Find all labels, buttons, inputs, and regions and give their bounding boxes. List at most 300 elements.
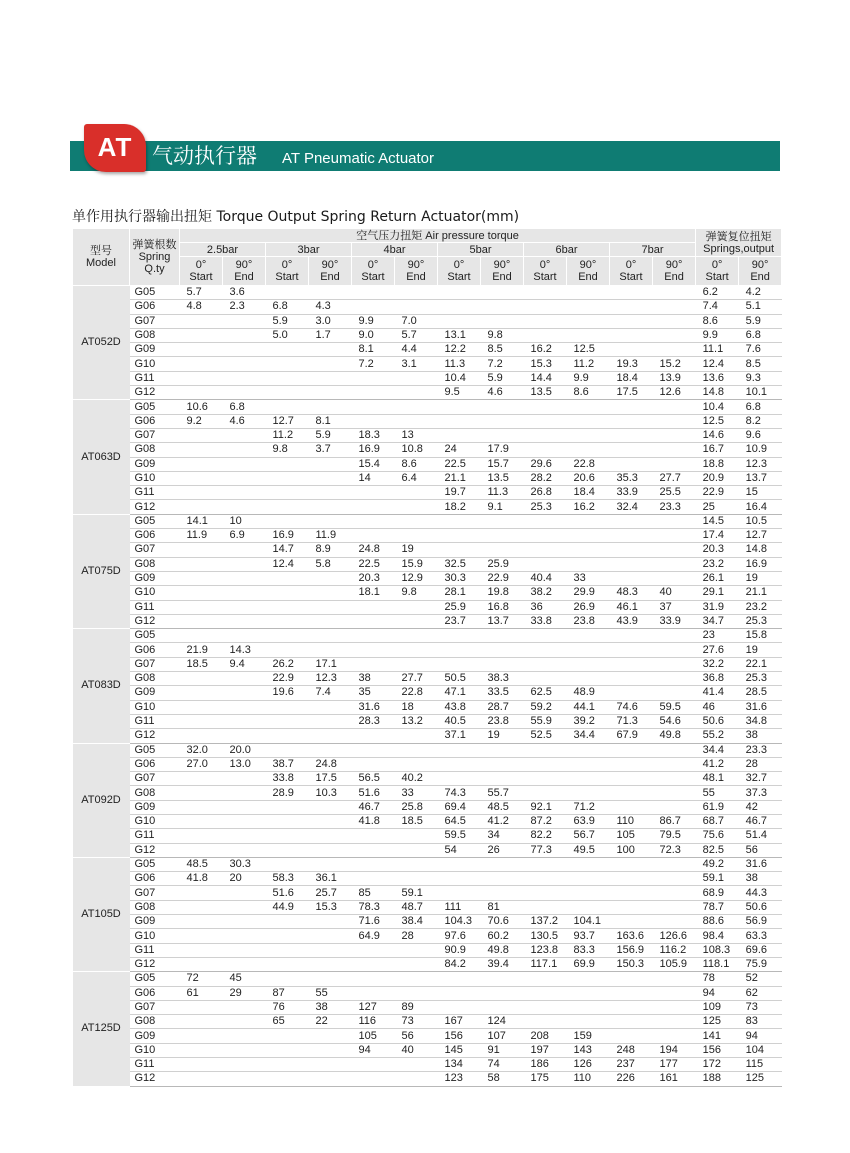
torque-value — [223, 1000, 266, 1014]
torque-value — [653, 543, 696, 557]
torque-value: 49.8 — [653, 729, 696, 743]
torque-value: 17.5 — [610, 386, 653, 400]
torque-value — [266, 643, 309, 657]
table-row — [73, 829, 782, 843]
torque-value — [395, 643, 438, 657]
spring-return-value: 75.6 — [696, 829, 739, 843]
torque-value: 13 — [395, 428, 438, 442]
torque-value — [180, 943, 223, 957]
torque-value — [438, 872, 481, 886]
torque-value: 130.5 — [524, 929, 567, 943]
spring-return-value: 13.6 — [696, 371, 739, 385]
spring-return-value: 32.2 — [696, 657, 739, 671]
table-row — [73, 857, 782, 871]
torque-value: 9.4 — [223, 657, 266, 671]
torque-value — [266, 457, 309, 471]
torque-value — [610, 972, 653, 986]
spring-count-cell: G12 — [130, 843, 180, 857]
torque-value — [610, 571, 653, 585]
torque-value: 56.5 — [352, 772, 395, 786]
torque-value — [266, 915, 309, 929]
torque-value — [610, 1029, 653, 1043]
torque-value — [653, 571, 696, 585]
spring-return-value: 6.2 — [696, 286, 739, 300]
torque-value: 94 — [352, 1043, 395, 1057]
torque-value: 18.3 — [352, 428, 395, 442]
torque-value — [352, 300, 395, 314]
torque-value — [309, 957, 352, 971]
torque-value — [266, 957, 309, 971]
torque-value: 93.7 — [567, 929, 610, 943]
torque-value — [395, 957, 438, 971]
torque-value — [223, 328, 266, 342]
torque-value: 17.9 — [481, 443, 524, 457]
torque-value — [223, 786, 266, 800]
torque-value — [481, 872, 524, 886]
torque-value — [524, 857, 567, 871]
spring-return-value: 38 — [739, 872, 782, 886]
spring-return-value: 109 — [696, 1000, 739, 1014]
torque-value: 14.4 — [524, 371, 567, 385]
torque-value: 38.2 — [524, 586, 567, 600]
torque-value: 8.6 — [395, 457, 438, 471]
spring-return-value: 61.9 — [696, 800, 739, 814]
torque-value — [524, 414, 567, 428]
spring-return-value: 8.6 — [696, 314, 739, 328]
torque-value — [653, 1029, 696, 1043]
torque-value — [610, 557, 653, 571]
torque-value: 59.5 — [653, 700, 696, 714]
torque-value — [266, 743, 309, 757]
spring-return-value: 50.6 — [739, 900, 782, 914]
torque-value: 48.5 — [481, 800, 524, 814]
spring-count-cell: G07 — [130, 314, 180, 328]
torque-value — [266, 343, 309, 357]
torque-value: 15.2 — [653, 357, 696, 371]
spring-return-value: 31.6 — [739, 857, 782, 871]
torque-value — [653, 743, 696, 757]
torque-value — [653, 300, 696, 314]
spring-return-value: 12.7 — [739, 529, 782, 543]
torque-value — [610, 886, 653, 900]
torque-value — [352, 757, 395, 771]
spring-return-value: 9.6 — [739, 428, 782, 442]
table-body — [73, 286, 782, 1087]
torque-value — [223, 443, 266, 457]
torque-value — [395, 872, 438, 886]
torque-value — [567, 643, 610, 657]
torque-value — [352, 857, 395, 871]
table-row — [73, 657, 782, 671]
torque-value: 45 — [223, 972, 266, 986]
table-row — [73, 957, 782, 971]
torque-value — [180, 729, 223, 743]
table-row — [73, 557, 782, 571]
torque-value — [567, 1000, 610, 1014]
spring-count-cell: G05 — [130, 629, 180, 643]
torque-value — [567, 743, 610, 757]
spring-return-value: 94 — [739, 1029, 782, 1043]
spring-return-value: 125 — [739, 1072, 782, 1086]
table-row — [73, 343, 782, 357]
torque-value: 25.7 — [309, 886, 352, 900]
torque-value — [481, 514, 524, 528]
torque-value: 1.7 — [309, 328, 352, 342]
torque-value — [653, 872, 696, 886]
model-header: 型号 Model — [73, 229, 130, 286]
torque-value — [395, 529, 438, 543]
torque-value: 74 — [481, 1058, 524, 1072]
spring-return-value: 141 — [696, 1029, 739, 1043]
torque-value: 16.2 — [524, 343, 567, 357]
torque-value — [309, 700, 352, 714]
torque-value — [223, 714, 266, 728]
torque-value — [352, 371, 395, 385]
torque-value: 65 — [266, 1015, 309, 1029]
torque-value: 22.9 — [481, 571, 524, 585]
torque-value: 71.2 — [567, 800, 610, 814]
torque-value — [610, 543, 653, 557]
torque-value: 25.3 — [524, 500, 567, 514]
torque-value: 41.8 — [180, 872, 223, 886]
torque-value: 33 — [395, 786, 438, 800]
torque-value: 16.2 — [567, 500, 610, 514]
torque-value — [309, 843, 352, 857]
table-row — [73, 614, 782, 628]
torque-value: 69.9 — [567, 957, 610, 971]
torque-value — [438, 972, 481, 986]
torque-value — [223, 900, 266, 914]
torque-value — [309, 643, 352, 657]
torque-value: 14.3 — [223, 643, 266, 657]
torque-value: 5.9 — [481, 371, 524, 385]
torque-value — [352, 729, 395, 743]
torque-value — [180, 1029, 223, 1043]
table-row — [73, 514, 782, 528]
torque-value — [180, 471, 223, 485]
torque-value — [567, 986, 610, 1000]
spring-return-value: 10.1 — [739, 386, 782, 400]
torque-value — [352, 614, 395, 628]
torque-value — [352, 643, 395, 657]
torque-value — [223, 557, 266, 571]
spring-return-value: 188 — [696, 1072, 739, 1086]
torque-value — [653, 400, 696, 414]
torque-value — [395, 371, 438, 385]
torque-value — [395, 629, 438, 643]
spring-return-value: 5.9 — [739, 314, 782, 328]
torque-value — [567, 1015, 610, 1029]
spring-return-value: 94 — [696, 986, 739, 1000]
torque-value: 58 — [481, 1072, 524, 1086]
torque-value: 14.1 — [180, 514, 223, 528]
torque-value — [309, 343, 352, 357]
torque-value — [610, 672, 653, 686]
torque-value — [309, 1058, 352, 1072]
angle-end-header: 90° End — [567, 257, 610, 286]
torque-value: 86.7 — [653, 814, 696, 828]
torque-value — [352, 972, 395, 986]
torque-value — [610, 457, 653, 471]
at-badge — [84, 124, 150, 176]
torque-value — [395, 300, 438, 314]
spring-return-value: 78.7 — [696, 900, 739, 914]
spring-count-cell: G12 — [130, 386, 180, 400]
torque-value — [524, 672, 567, 686]
torque-value — [223, 915, 266, 929]
torque-value: 23.3 — [653, 500, 696, 514]
torque-value: 17.5 — [309, 772, 352, 786]
table-row — [73, 586, 782, 600]
spring-count-cell: G06 — [130, 757, 180, 771]
spring-return-value: 88.6 — [696, 915, 739, 929]
spring-qty-header: 弹簧根数 Spring Q.ty — [130, 229, 180, 286]
torque-value: 40.5 — [438, 714, 481, 728]
table-row — [73, 843, 782, 857]
torque-value — [266, 371, 309, 385]
torque-value — [524, 286, 567, 300]
table-row — [73, 686, 782, 700]
torque-value — [180, 800, 223, 814]
torque-value: 50.5 — [438, 672, 481, 686]
spring-return-value: 12.3 — [739, 457, 782, 471]
torque-value: 27.7 — [653, 471, 696, 485]
torque-value — [653, 672, 696, 686]
torque-value — [653, 886, 696, 900]
spring-count-cell: G11 — [130, 600, 180, 614]
torque-value — [352, 514, 395, 528]
torque-value: 117.1 — [524, 957, 567, 971]
torque-value: 37.1 — [438, 729, 481, 743]
spring-count-cell: G10 — [130, 1043, 180, 1057]
torque-value: 18.5 — [395, 814, 438, 828]
model-cell: AT052D — [73, 286, 130, 400]
spring-return-value: 59.1 — [696, 872, 739, 886]
torque-value — [438, 286, 481, 300]
torque-value — [223, 371, 266, 385]
spring-return-value: 83 — [739, 1015, 782, 1029]
spring-count-cell: G12 — [130, 500, 180, 514]
spring-return-value: 68.7 — [696, 814, 739, 828]
torque-value — [266, 386, 309, 400]
torque-value — [610, 443, 653, 457]
spring-return-value: 10.4 — [696, 400, 739, 414]
torque-value: 150.3 — [610, 957, 653, 971]
spring-return-value: 20.3 — [696, 543, 739, 557]
table-row — [73, 929, 782, 943]
torque-value — [180, 443, 223, 457]
torque-value: 28 — [395, 929, 438, 943]
table-row — [73, 814, 782, 828]
torque-value — [567, 286, 610, 300]
torque-value — [653, 657, 696, 671]
torque-value — [223, 586, 266, 600]
torque-value — [309, 743, 352, 757]
torque-value — [567, 857, 610, 871]
table-row — [73, 371, 782, 385]
table-row — [73, 772, 782, 786]
torque-value — [180, 386, 223, 400]
spring-count-cell: G10 — [130, 814, 180, 828]
torque-value: 8.1 — [352, 343, 395, 357]
torque-value — [653, 786, 696, 800]
torque-value — [223, 943, 266, 957]
torque-value — [438, 886, 481, 900]
torque-value — [309, 829, 352, 843]
torque-value — [567, 886, 610, 900]
torque-value — [653, 529, 696, 543]
spring-count-cell: G07 — [130, 886, 180, 900]
spring-return-value: 8.2 — [739, 414, 782, 428]
torque-value: 82.2 — [524, 829, 567, 843]
torque-value — [524, 786, 567, 800]
spring-return-value: 34.8 — [739, 714, 782, 728]
torque-value — [610, 514, 653, 528]
torque-value: 124 — [481, 1015, 524, 1029]
torque-value — [309, 857, 352, 871]
torque-value: 161 — [653, 1072, 696, 1086]
torque-value — [180, 714, 223, 728]
torque-value: 52.5 — [524, 729, 567, 743]
torque-value — [223, 1043, 266, 1057]
torque-value — [309, 286, 352, 300]
torque-value — [180, 686, 223, 700]
torque-value — [352, 957, 395, 971]
torque-value: 12.5 — [567, 343, 610, 357]
spring-count-cell: G08 — [130, 328, 180, 342]
table-row — [73, 643, 782, 657]
model-cell: AT063D — [73, 400, 130, 514]
torque-value: 20.3 — [352, 571, 395, 585]
torque-value: 8.9 — [309, 543, 352, 557]
torque-value — [438, 629, 481, 643]
torque-value: 39.4 — [481, 957, 524, 971]
torque-value — [352, 986, 395, 1000]
angle-end-header: 90° End — [481, 257, 524, 286]
torque-value — [309, 943, 352, 957]
table-row — [73, 443, 782, 457]
torque-value: 104.3 — [438, 915, 481, 929]
table-row — [73, 414, 782, 428]
spring-return-value: 104 — [739, 1043, 782, 1057]
spring-count-cell: G06 — [130, 300, 180, 314]
table-row — [73, 357, 782, 371]
spring-count-cell: G11 — [130, 714, 180, 728]
torque-value: 92.1 — [524, 800, 567, 814]
torque-value: 15.4 — [352, 457, 395, 471]
table-row — [73, 1000, 782, 1014]
spring-return-value: 41.2 — [696, 757, 739, 771]
torque-value — [180, 1015, 223, 1029]
torque-value — [395, 400, 438, 414]
spring-return-value: 25.3 — [739, 672, 782, 686]
torque-value: 62.5 — [524, 686, 567, 700]
spring-return-value: 26.1 — [696, 571, 739, 585]
spring-return-value: 15 — [739, 486, 782, 500]
spring-return-value: 37.3 — [739, 786, 782, 800]
torque-value: 76 — [266, 1000, 309, 1014]
torque-value: 8.5 — [481, 343, 524, 357]
table-row — [73, 486, 782, 500]
torque-value: 21.1 — [438, 471, 481, 485]
spring-count-cell: G10 — [130, 471, 180, 485]
torque-value: 8.6 — [567, 386, 610, 400]
torque-value: 77.3 — [524, 843, 567, 857]
torque-value — [524, 543, 567, 557]
torque-value: 9.8 — [481, 328, 524, 342]
torque-value: 46.1 — [610, 600, 653, 614]
torque-value — [352, 872, 395, 886]
torque-value: 6.4 — [395, 471, 438, 485]
torque-value: 248 — [610, 1043, 653, 1057]
torque-value: 22.5 — [352, 557, 395, 571]
torque-value — [567, 529, 610, 543]
spring-count-cell: G06 — [130, 986, 180, 1000]
spring-count-cell: G09 — [130, 800, 180, 814]
spring-return-value: 23.2 — [696, 557, 739, 571]
spring-count-cell: G08 — [130, 443, 180, 457]
torque-value — [395, 600, 438, 614]
torque-value — [481, 986, 524, 1000]
torque-value — [653, 428, 696, 442]
torque-value: 11.3 — [481, 486, 524, 500]
torque-value — [395, 486, 438, 500]
spring-return-value: 125 — [696, 1015, 739, 1029]
torque-value: 55.7 — [481, 786, 524, 800]
torque-value: 15.9 — [395, 557, 438, 571]
torque-value — [223, 700, 266, 714]
torque-value — [309, 486, 352, 500]
torque-value — [223, 571, 266, 585]
torque-value: 4.6 — [223, 414, 266, 428]
torque-value — [352, 1058, 395, 1072]
torque-value — [180, 357, 223, 371]
torque-value: 25.9 — [438, 600, 481, 614]
spring-count-cell: G10 — [130, 700, 180, 714]
torque-value — [180, 786, 223, 800]
spring-return-value: 6.8 — [739, 328, 782, 342]
torque-value — [223, 929, 266, 943]
torque-value: 25.9 — [481, 557, 524, 571]
torque-value: 127 — [352, 1000, 395, 1014]
torque-value — [266, 357, 309, 371]
spring-count-cell: G12 — [130, 1072, 180, 1086]
torque-value — [481, 772, 524, 786]
angle-start-header: 0° Start — [610, 257, 653, 286]
spring-count-cell: G05 — [130, 972, 180, 986]
torque-value: 110 — [567, 1072, 610, 1086]
torque-value: 51.6 — [266, 886, 309, 900]
torque-value: 26 — [481, 843, 524, 857]
torque-value: 20.6 — [567, 471, 610, 485]
torque-value — [266, 614, 309, 628]
torque-value: 156 — [438, 1029, 481, 1043]
torque-value — [180, 700, 223, 714]
spring-return-value: 69.6 — [739, 943, 782, 957]
torque-value: 19.6 — [266, 686, 309, 700]
spring-return-value: 10.9 — [739, 443, 782, 457]
torque-value: 84.2 — [438, 957, 481, 971]
angle-end-header: 90° End — [309, 257, 352, 286]
torque-value — [653, 900, 696, 914]
angle-end-header: 90° End — [653, 257, 696, 286]
torque-value — [223, 686, 266, 700]
torque-value — [266, 286, 309, 300]
torque-value: 70.6 — [481, 915, 524, 929]
torque-value: 111 — [438, 900, 481, 914]
spring-return-value: 17.4 — [696, 529, 739, 543]
torque-value — [395, 657, 438, 671]
